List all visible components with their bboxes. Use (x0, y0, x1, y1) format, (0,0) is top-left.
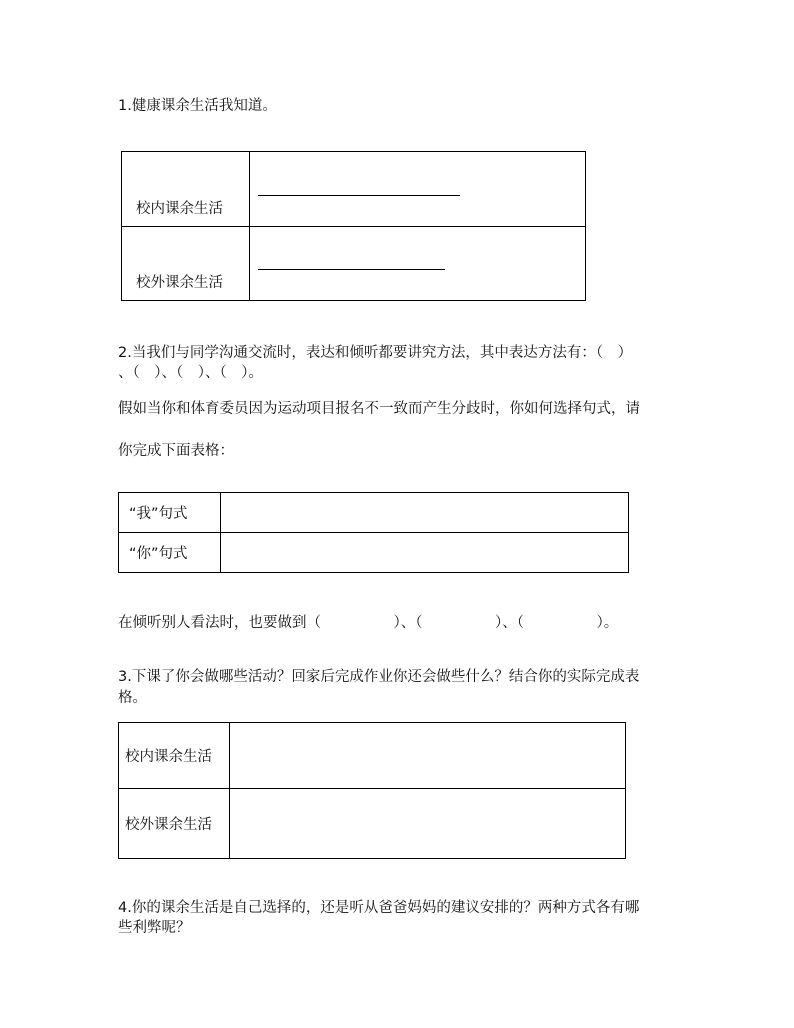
answer-cell-outside[interactable] (230, 789, 626, 859)
answer-cell-i-statement[interactable] (221, 493, 629, 533)
row-label-school: 校内课余生活 (122, 152, 250, 227)
question-2-line-3: 假如当你和体育委员因为运动项目报名不一致而产生分歧时，你如何选择句式，请 (118, 401, 640, 417)
table-row (119, 723, 626, 789)
answer-cell-school[interactable] (250, 152, 586, 227)
question-4-line-2: 些利弊呢？ (118, 920, 191, 936)
question-1-table (121, 151, 586, 301)
question-2-line-1: 2.当我们与同学沟通交流时，表达和倾听都要讲究方法，其中表达方法有：（ ） (118, 345, 633, 361)
answer-underline (258, 269, 445, 270)
answer-cell-school[interactable] (230, 723, 626, 789)
row-label-outside: 校外课余生活 (122, 227, 250, 301)
answer-underline (258, 195, 460, 196)
question-3-line-1: 3.下课了你会做哪些活动？回家后完成作业你还会做些什么？结合你的实际完成表 (118, 669, 640, 685)
row-label-i-statement: “我”句式 (119, 493, 221, 533)
table-row (122, 227, 586, 301)
question-2-line-4: 你完成下面表格： (118, 443, 234, 459)
question-3-table (118, 722, 626, 859)
question-2-line-2: 、（ ）、（ ）、（ ）。 (118, 365, 263, 381)
answer-cell-you-statement[interactable] (221, 533, 629, 573)
table-row (119, 789, 626, 859)
table-row (122, 152, 586, 227)
table-row (119, 493, 629, 533)
table-row (119, 533, 629, 573)
listening-prompt: 在倾听别人看法时，也要做到（ ）、（ ）、（ ）。 (118, 615, 619, 631)
row-label-you-statement: “你”句式 (119, 533, 221, 573)
row-label-school: 校内课余生活 (119, 723, 230, 789)
question-1-title: 1.健康课余生活我知道。 (118, 98, 277, 114)
question-4-line-1: 4.你的课余生活是自己选择的，还是听从爸爸妈妈的建议安排的？两种方式各有哪 (118, 900, 640, 916)
question-2-table (118, 492, 629, 573)
question-3-line-2: 格。 (118, 690, 147, 706)
answer-cell-outside[interactable] (250, 227, 586, 301)
row-label-outside: 校外课余生活 (119, 789, 230, 859)
